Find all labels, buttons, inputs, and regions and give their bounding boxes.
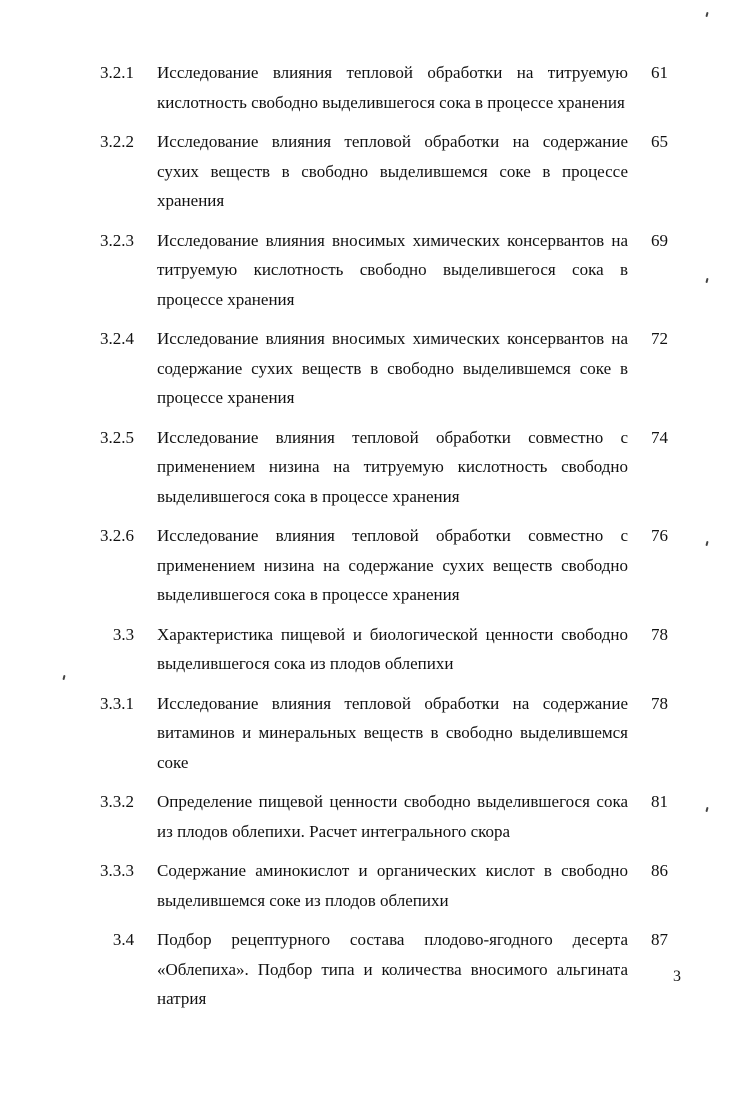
section-number: 3.3 xyxy=(112,624,135,644)
section-page: 87 xyxy=(651,930,668,949)
section-number: 3.4 xyxy=(112,930,135,949)
section-number: 3.2.1 xyxy=(100,63,134,82)
section-title: Исследование влияния тепловой обработки на титруемую кислотность свободно выделившегося сока в процессе хранения xyxy=(157,63,628,112)
section-page: 78 xyxy=(651,693,668,713)
toc-entry-3-2-1 xyxy=(100,58,680,117)
section-number: 3.3.3 xyxy=(100,861,134,880)
section-page: 69 xyxy=(651,230,668,250)
section-title: Характеристика пищевой и биологической ценности свободно выделившегося сока из плодов облепихи xyxy=(157,624,628,673)
section-title: Исследование влияния тепловой обработки совместно с применением низина на титруемую кислотность свободно выделившегося сока в процессе хранения xyxy=(157,427,628,506)
scan-speck xyxy=(705,807,708,812)
toc-entry-3-3-3 xyxy=(100,856,680,915)
section-number: 3.2.2 xyxy=(100,132,134,151)
section-number: 3.2.6 xyxy=(100,526,134,545)
section-number: 3.2.3 xyxy=(100,230,134,250)
toc-entry-3-4 xyxy=(100,925,680,1014)
section-title: Исследование влияния тепловой обработки на содержание витаминов и минеральных веществ в свободно выделившемся соке xyxy=(157,693,628,772)
section-title: Определение пищевой ценности свободно выделившегося сока из плодов облепихи. Расчет интегрального скора xyxy=(157,792,628,841)
section-page: 65 xyxy=(651,132,668,151)
toc-entry-3-2-5 xyxy=(100,423,680,512)
scan-speck xyxy=(62,675,65,680)
section-page: 72 xyxy=(651,329,668,348)
table-of-contents xyxy=(100,58,680,1024)
section-page: 78 xyxy=(651,624,668,644)
toc-entry-3-2-4 xyxy=(100,324,680,413)
scan-speck xyxy=(705,278,708,283)
toc-entry-3-3-1 xyxy=(100,689,680,778)
toc-entry-3-2-6 xyxy=(100,521,680,610)
section-page: 61 xyxy=(651,63,668,82)
toc-entry-3-2-2 xyxy=(100,127,680,216)
section-number: 3.3.1 xyxy=(100,693,134,713)
section-title: Исследование влияния тепловой обработки на содержание сухих веществ в свободно выделившемся соке в процессе хранения xyxy=(157,132,628,210)
scan-speck xyxy=(705,12,708,17)
scan-speck xyxy=(705,541,708,546)
page-number: 3 xyxy=(673,968,681,985)
toc-entry-3-3 xyxy=(100,620,680,679)
section-title: Исследование влияния вносимых химических консервантов на титруемую кислотность свободно выделившегося сока в процессе хранения xyxy=(157,230,628,309)
section-title: Исследование влияния тепловой обработки совместно с применением низина на содержание сухих веществ свободно выделившегося сока в процессе хранения xyxy=(157,526,628,604)
section-number: 3.2.4 xyxy=(100,329,134,348)
section-number: 3.3.2 xyxy=(100,792,134,811)
toc-entry-3-3-2 xyxy=(100,787,680,846)
toc-entry-3-2-3 xyxy=(100,226,680,315)
section-title: Содержание аминокислот и органических кислот в свободно выделившемся соке из плодов облепихи xyxy=(157,861,628,910)
section-page: 86 xyxy=(651,861,668,880)
section-title: Исследование влияния вносимых химических консервантов на содержание сухих веществ в свободно выделившемся соке в процессе хранения xyxy=(157,329,628,407)
section-page: 81 xyxy=(651,792,668,811)
section-page: 76 xyxy=(651,526,668,545)
section-title: Подбор рецептурного состава плодово-ягодного десерта «Облепиха». Подбор типа и количества вносимого альгината натрия xyxy=(157,930,628,1008)
section-number: 3.2.5 xyxy=(100,427,134,447)
section-page: 74 xyxy=(651,427,668,447)
